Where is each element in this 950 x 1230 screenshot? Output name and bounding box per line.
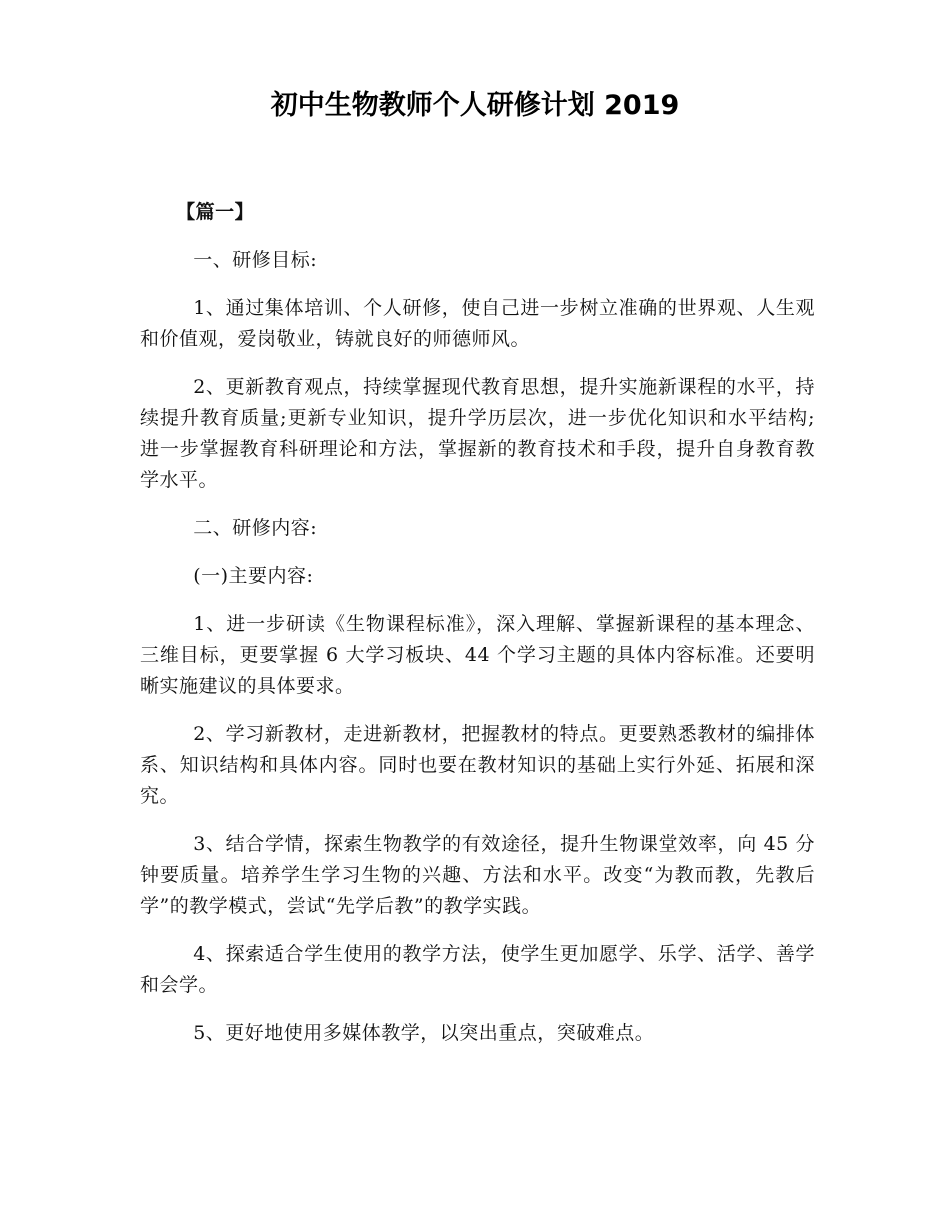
subheading-main-content: (一)主要内容: — [193, 565, 314, 587]
goal-paragraph-2: 2、更新教育观点，持续掌握现代教育思想，提升实施新课程的水平，持续提升教育质量;更新专业知识，提升学历层次，进一步优化知识和水平结构;进一步掌握教育科研理论和方法，掌握新的教育技术和手段，提升自身教育教学水平。 — [140, 376, 815, 491]
heading-research-content: 二、研修内容: — [193, 517, 318, 539]
content-paragraph-5: 5、更好地使用多媒体教学，以突出重点，突破难点。 — [193, 1022, 655, 1044]
content-paragraph-1: 1、进一步研读《生物课程标准》，深入理解、掌握新课程的基本理念、三维目标，更要掌握 6 大学习板块、44 个学习主题的具体内容标准。还要明晰实施建议的具体要求。 — [140, 613, 815, 697]
document-body — [140, 197, 815, 1049]
content-paragraph-2: 2、学习新教材，走进新教材，把握教材的特点。更要熟悉教材的编排体系、知识结构和具体内容。同时也要在教材知识的基础上实行外延、拓展和深究。 — [140, 723, 815, 807]
section-label: 【篇一】 — [176, 201, 255, 223]
document-title: 初中生物教师个人研修计划 2019 — [270, 90, 680, 121]
content-paragraph-4: 4、探索适合学生使用的教学方法，使学生更加愿学、乐学、活学、善学和会学。 — [140, 943, 815, 996]
goal-paragraph-1: 1、通过集体培训、个人研修，使自己进一步树立准确的世界观、人生观和价值观，爱岗敬业，铸就良好的师德师风。 — [140, 297, 815, 350]
heading-research-goals: 一、研修目标: — [193, 249, 318, 271]
content-paragraph-3: 3、结合学情，探索生物教学的有效途径，提升生物课堂效率，向 45 分钟要质量。培养学生学习生物的兴趣、方法和水平。改变“为教而教，先教后学”的教学模式，尝试“先学后教”的教学实践。 — [140, 833, 815, 917]
